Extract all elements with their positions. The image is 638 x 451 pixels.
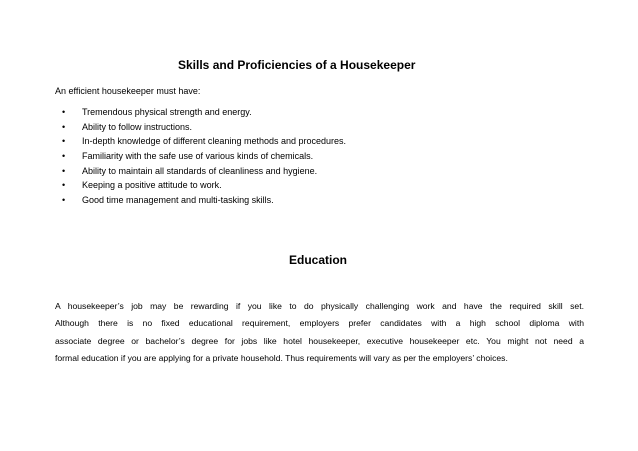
page-title: Skills and Proficiencies of a Housekeeper [178,58,416,72]
list-item-text: Tremendous physical strength and energy. [82,107,252,117]
paragraph-line: Although there is no fixed educational requirement, employers prefer candidates with a high school diploma with [55,318,584,329]
list-item [62,149,346,164]
bullet-icon: • [62,151,66,162]
list-item [62,134,346,149]
paragraph-line: formal education if you are applying for a private household. Thus requirements will vary as per the employers’ choices. [55,352,508,363]
paragraph-line: associate degree or bachelor’s degree for jobs like hotel housekeeper, executive housekeeper etc. You might not need a [55,335,584,346]
list-item [62,178,346,193]
bullet-icon: • [62,180,66,191]
paragraph-line: A housekeeper’s job may be rewarding if you like to do physically challenging work and have the required skill set. [55,301,584,311]
bullet-icon: • [62,195,66,206]
bullet-icon: • [62,107,66,117]
intro-text: An efficient housekeeper must have: [55,86,201,96]
list-item [62,164,346,179]
list-item-text: Familiarity with the safe use of various kinds of chemicals. [82,151,314,162]
list-item-text: Ability to maintain all standards of cleanliness and hygiene. [82,165,318,176]
bullet-icon: • [62,136,66,147]
education-heading: Education [289,253,348,267]
list-item-text: Good time management and multi-tasking skills. [82,195,274,206]
list-item [62,193,346,208]
list-item [62,120,346,135]
list-item-text: In-depth knowledge of different cleaning methods and procedures. [82,136,347,147]
list-item-text: Ability to follow instructions. [82,121,193,132]
bullet-icon: • [62,165,66,176]
education-paragraph [55,298,584,367]
list-item [62,105,346,120]
bullet-icon: • [62,121,66,132]
list-item-text: Keeping a positive attitude to work. [82,180,222,191]
skills-list [62,105,346,208]
